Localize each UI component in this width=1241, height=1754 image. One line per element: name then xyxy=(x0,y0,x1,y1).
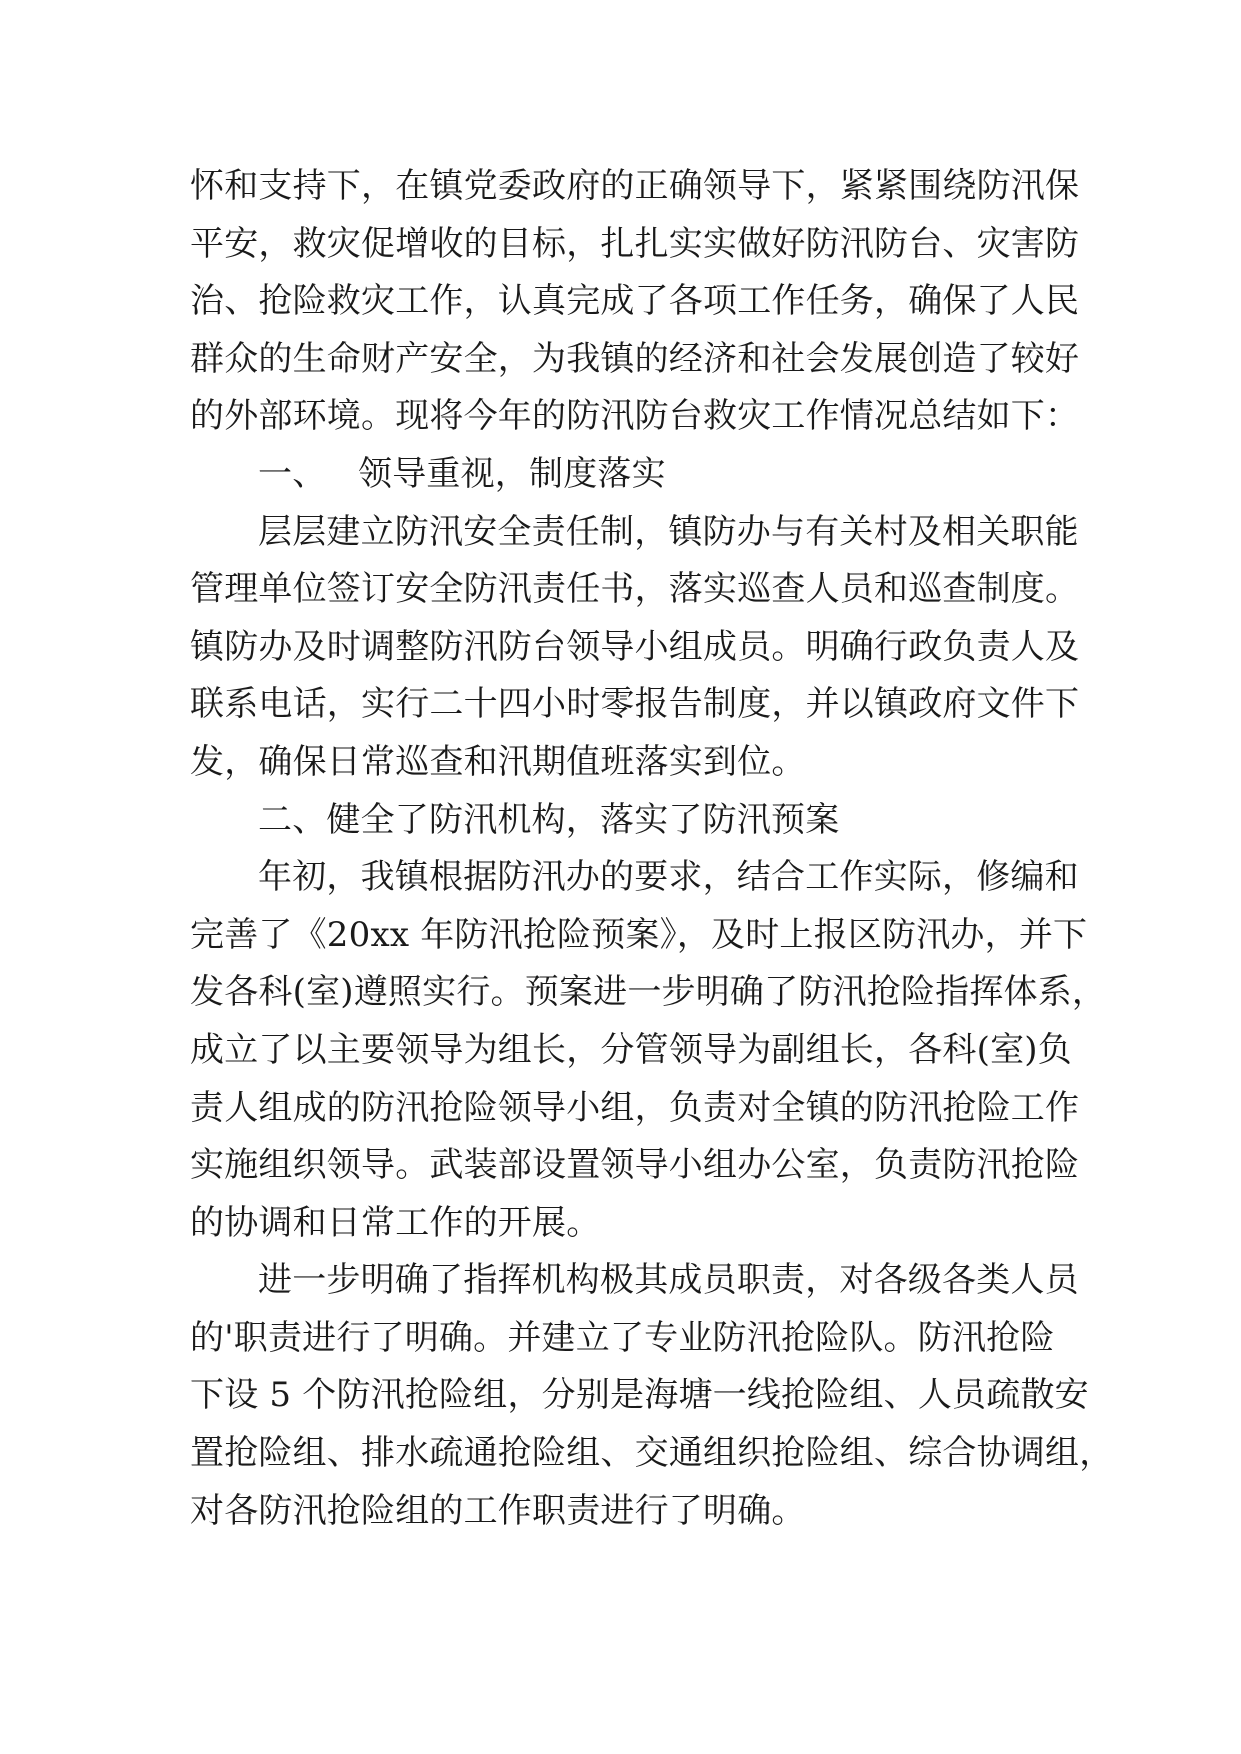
section-heading-1-number: 一、 xyxy=(258,453,327,494)
paragraph-line: 对各防汛抢险组的工作职责进行了明确。 xyxy=(190,1490,806,1531)
paragraph-line: 管理单位签订安全防汛责任书，落实巡查人员和巡查制度。 xyxy=(190,569,1080,610)
paragraph-line: 镇防办及时调整防汛防台领导小组成员。明确行政负责人及 xyxy=(190,626,1080,667)
paragraph-line: 下设 5 个防汛抢险组，分别是海塘一线抢险组、人员疏散安 xyxy=(190,1375,1089,1416)
paragraph-line: 实施组织领导。武装部设置领导小组办公室，负责防汛抢险 xyxy=(190,1145,1080,1186)
paragraph-line: 的外部环境。现将今年的防汛防台救灾工作情况总结如下： xyxy=(190,396,1080,437)
paragraph-line: 的'职责进行了明确。并建立了专业防汛抢险队。防汛抢险 xyxy=(190,1317,1055,1358)
paragraph-line: 发，确保日常巡查和汛期值班落实到位。 xyxy=(190,741,806,782)
document-body xyxy=(190,158,1114,1540)
paragraph-line: 成立了以主要领导为组长，分管领导为副组长，各科(室)负 xyxy=(190,1029,1072,1070)
paragraph-line: 治、抢险救灾工作，认真完成了各项工作任务，确保了人民 xyxy=(190,281,1080,322)
paragraph-line: 怀和支持下，在镇党委政府的正确领导下，紧紧围绕防汛保 xyxy=(190,166,1080,206)
paragraph-line: 联系电话，实行二十四小时零报告制度，并以镇政府文件下 xyxy=(190,684,1080,725)
paragraph-line: 责人组成的防汛抢险领导小组，负责对全镇的防汛抢险工作 xyxy=(190,1087,1080,1128)
section-heading-1 xyxy=(190,446,1060,504)
paragraph-line: 完善了《20xx 年防汛抢险预案》，及时上报区防汛办，并下 xyxy=(190,914,1088,955)
paragraph-line: 进一步明确了指挥机构极其成员职责，对各级各类人员 xyxy=(258,1260,1079,1301)
section-heading-2: 二、健全了防汛机构，落实了防汛预案 xyxy=(258,799,840,840)
paragraph-line: 群众的生命财产安全，为我镇的经济和社会发展创造了较好 xyxy=(190,338,1080,379)
paragraph-line: 置抢险组、排水疏通抢险组、交通组织抢险组、综合协调组， xyxy=(190,1433,1114,1474)
paragraph-line: 层层建立防汛安全责任制，镇防办与有关村及相关职能 xyxy=(258,511,1079,552)
paragraph-line: 平安，救灾促增收的目标，扎扎实实做好防汛防台、灾害防 xyxy=(190,223,1080,264)
paragraph-line: 发各科(室)遵照实行。预案进一步明确了防汛抢险指挥体系， xyxy=(190,972,1107,1013)
paragraph-line: 的协调和日常工作的开展。 xyxy=(190,1202,601,1243)
section-heading-1-text: 领导重视，制度落实 xyxy=(358,453,666,494)
paragraph-line: 年初，我镇根据防汛办的要求，结合工作实际，修编和 xyxy=(258,857,1079,898)
